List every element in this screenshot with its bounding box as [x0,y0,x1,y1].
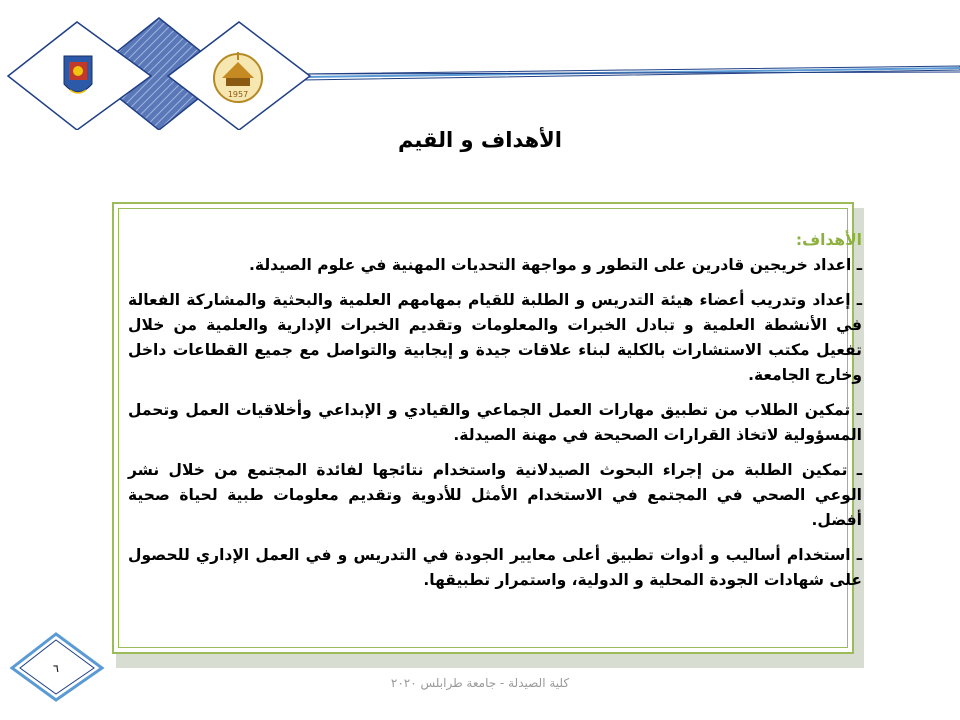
header-decoration [0,0,960,130]
slide-title: الأهداف و القيم [397,128,563,152]
objective-item: ـ إعداد وتدريب أعضاء هيئة التدريس و الطلبة للقيام بمهامهم العلمية والبحثية والمشاركة الفعالة في الأنشطة العلمية و تبادل الخبرات والمعلومات وتقديم الخبرات الإدارية والعلمية من خلال تفعيل مكتب الاستشارات بالكلية لبناء علاقات جيدة و إيجابية والتواصل مع جميع القطاعات داخل وخارج الجامعة. [128,291,862,384]
faculty-seal-logo [214,52,262,102]
page-number-badge [8,630,108,702]
objective-item: ـ تمكين الطلبة من إجراء البحوث الصيدلانية واستخدام نتائجها لفائدة المجتمع من خلال نشر الوعي الصحي في المجتمع في الاستخدام الأمثل للأدوية وتقديم معلومات طبية لحياة صحية أفضل. [128,461,862,529]
faculty-seal-year: 1957 [227,90,249,99]
university-emblem-logo [64,56,92,93]
objectives-section [128,228,862,603]
page-number: ٦ [53,662,59,675]
objective-item: ـ تمكين الطلاب من تطبيق مهارات العمل الجماعي والقيادي و الإبداعي وأخلاقيات العمل وتحمل المسؤولية لاتخاذ القرارات الصحيحة في مهنة الصيدلة. [128,401,862,444]
objective-item: ـ استخدام أساليب و أدوات تطبيق أعلى معايير الجودة في التدريس و في العمل الإداري للحصول على شهادات الجودة المحلية و الدولية، واستمرار تطبيقها. [128,546,862,589]
objective-item: ـ اعداد خريجين قادرين على التطور و مواجهة التحديات المهنية في علوم الصيدلة. [249,256,862,274]
objectives-heading: الأهداف: [795,231,862,249]
footer-text: كلية الصيدلة - جامعة طرابلس ٢٠٢٠ [390,676,570,690]
